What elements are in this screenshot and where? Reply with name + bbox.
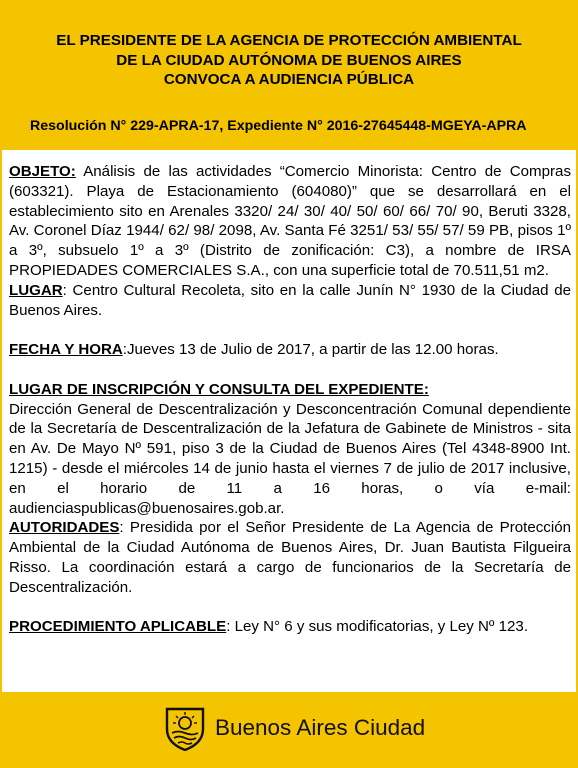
title-line-2: DE LA CIUDAD AUTÓNOMA DE BUENOS AIRES (116, 51, 462, 69)
buenos-aires-logo (163, 705, 425, 751)
logo-text: Buenos Aires Ciudad (215, 715, 426, 740)
objeto-text: Análisis de las actividades “Comercio Minorista: Centro de Compras (603321). Playa de Estacionamiento (604080)” que se desarrollará en el establecimiento sito en Arenales 3320/ 24/ 30/ 40/ 50/ 60/ 66/ 70/ 90, Beruti 3328, Av. Coronel Díaz 1944/ 62/ 98/ 2098, Av. Santa Fé 3251/ 53/ 55/ 57/ 59 PB, pisos 1º a 3º, subsuelo 1º a 3º (Distrito de zonificación: C3), a nombre de IRSA PROPIEDADES COMERCIALES S.A., con una superficie total de 70.511,51 m2. (9, 163, 571, 279)
autoridades-text: : Presidida por el Señor Presidente de La Agencia de Protección Ambiental de la Ciudad Autónoma de Buenos Aires, Dr. Juan Bautista Filgueira Risso. La coordinación estará a cargo de funcionarios de la Secretaría de Descentralización. (9, 519, 571, 596)
section-inscripcion (9, 380, 571, 400)
inscripcion-label: LUGAR DE INSCRIPCIÓN Y CONSULTA DEL EXPEDIENTE: (9, 380, 429, 398)
procedimiento-label: PROCEDIMIENTO APLICABLE (9, 618, 227, 636)
inscripcion-text: Dirección General de Descentralización y Desconcentración Comunal dependiente de la Secretaría de Descentralización de la Jefatura de Gabinete de Ministros - sita en Av. De Mayo Nº 591, piso 3 de la Ciudad de Buenos Aires (Tel 4348-8900 Int. 1215) - desde el miércoles 14 de junio hasta el viernes 7 de julio de 2017 inclusive, en el horario de 11 a 16 horas, o vía e-mail: audienciaspublicas@buenosaires.gob.ar. (9, 400, 571, 517)
spacer (9, 320, 571, 340)
autoridades-label: AUTORIDADES (9, 519, 120, 537)
resolution-line: Resolución N° 229-APRA-17, Expediente N° 2016-27645448-MGEYA-APRA (30, 118, 527, 134)
notice-body (9, 162, 571, 692)
objeto-label: OBJETO: (9, 163, 76, 180)
section-lugar (9, 281, 571, 321)
procedimiento-text: : Ley N° 6 y sus modificatorias, y Ley Nº 123. (226, 618, 529, 636)
section-fecha (9, 340, 571, 360)
notice-title (0, 31, 578, 90)
section-objeto (9, 162, 571, 281)
title-line-1: EL PRESIDENTE DE LA AGENCIA DE PROTECCIÓN AMBIENTAL (56, 32, 522, 49)
lugar-text: : Centro Cultural Recoleta, sito en la calle Junín N° 1930 de la Ciudad de Buenos Aires. (9, 281, 571, 319)
spacer (9, 598, 571, 618)
title-line-3: CONVOCA A AUDIENCIA PÚBLICA (163, 71, 415, 88)
spacer (9, 360, 571, 380)
city-emblem-icon (163, 705, 207, 751)
fecha-label: FECHA Y HORA (9, 341, 123, 359)
section-procedimiento (9, 617, 571, 637)
lugar-label: LUGAR (9, 281, 63, 299)
fecha-text: :Jueves 13 de Julio de 2017, a partir de las 12.00 horas. (122, 341, 499, 359)
section-autoridades (9, 518, 571, 597)
